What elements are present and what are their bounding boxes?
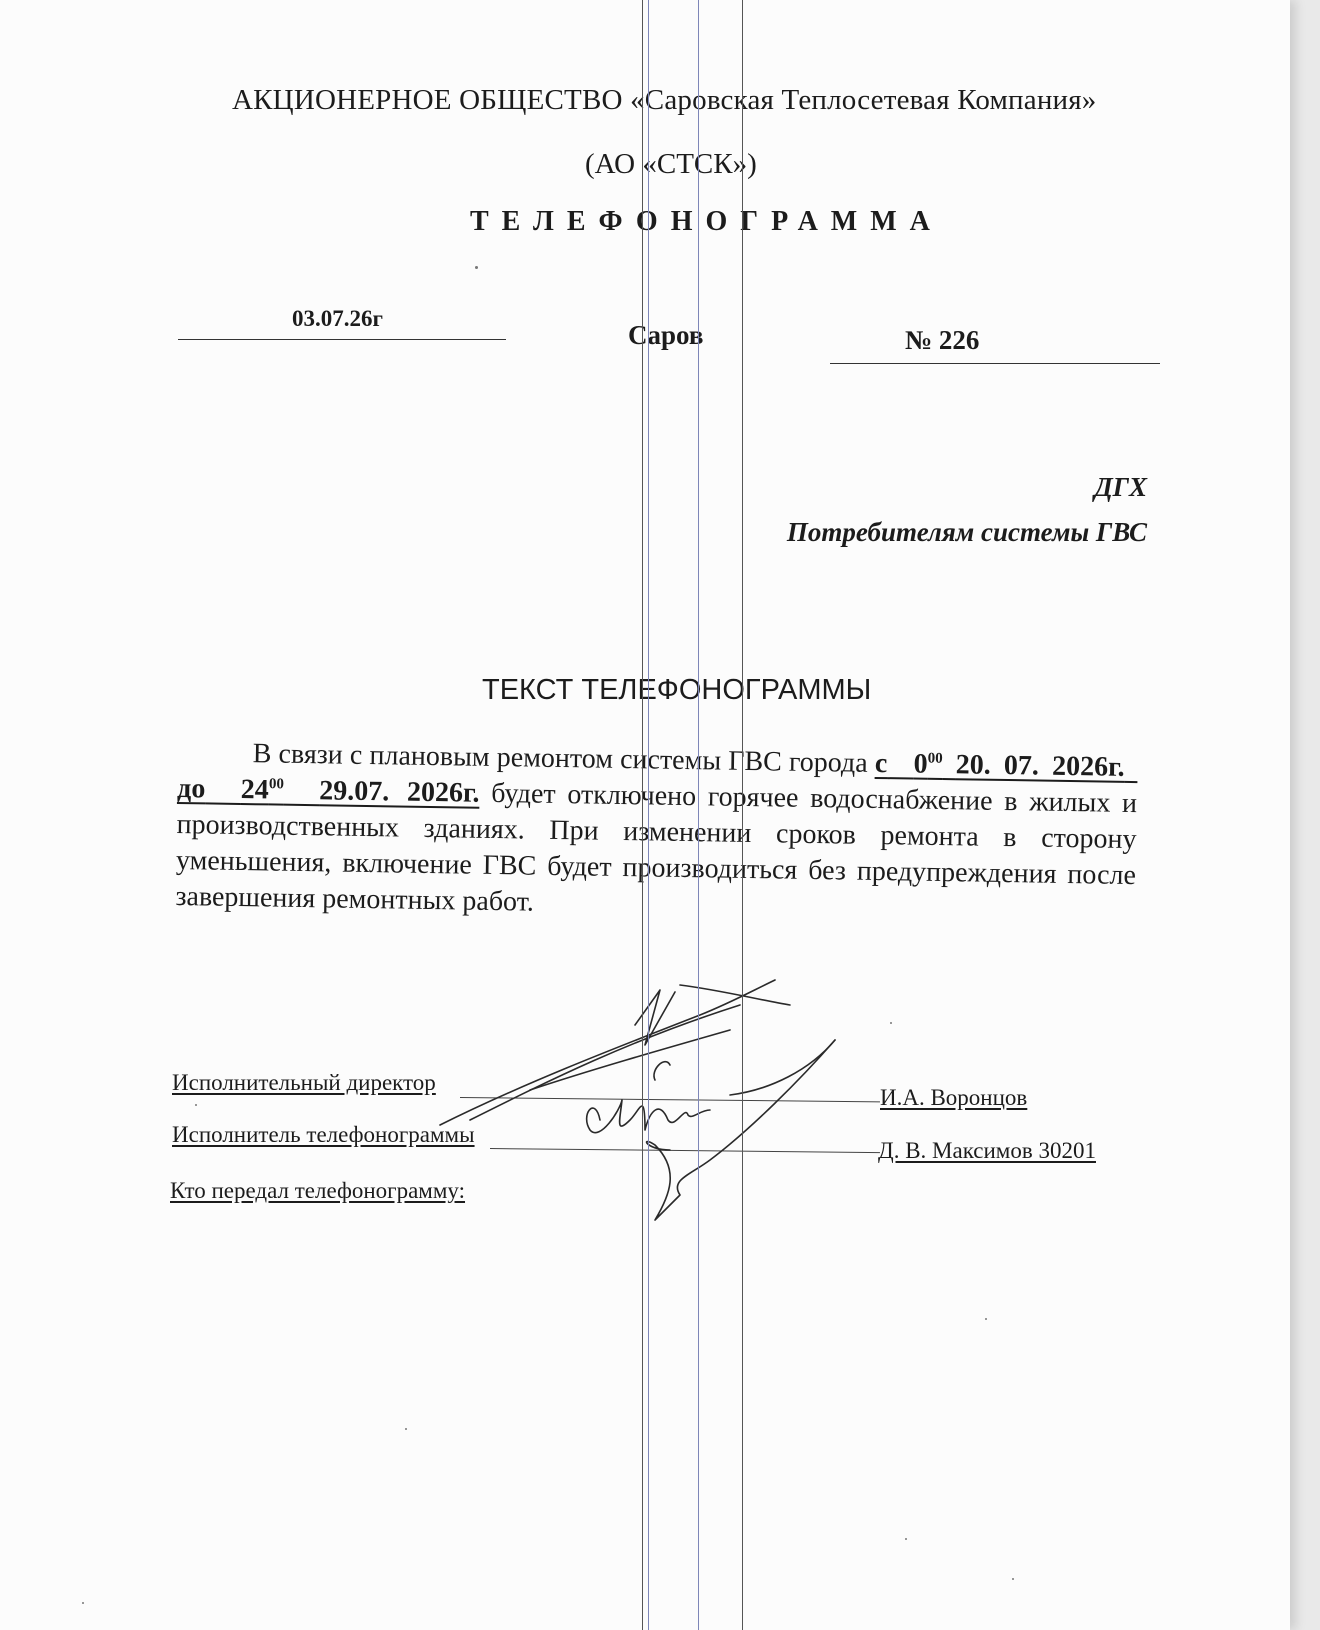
- addressee-consumers: Потребителям системы ГВС: [786, 517, 1147, 547]
- document-date: 03.07.26г: [292, 306, 383, 331]
- executor-name: Д. В. Максимов 30201: [878, 1138, 1096, 1163]
- organization-name: АКЦИОНЕРНОЕ ОБЩЕСТВО «Саровская Теплосетевая Компания»: [232, 84, 1097, 116]
- document-city: Саров: [628, 320, 704, 350]
- number-underline: [830, 363, 1160, 364]
- body-text: [175, 735, 1138, 930]
- body-rest: будет отключено горячее водоснабжение в жилых и производственных зданиях. При изменении сроков ремонта в сторону уменьшения, включение ГВС будет производиться без предупреждения после завершения ремонтных работ.: [175, 777, 1138, 918]
- speck: [475, 266, 478, 269]
- speck: [1012, 1578, 1014, 1580]
- speck: [195, 1104, 197, 1106]
- handwritten-signature: [430, 970, 880, 1250]
- director-name: И.А. Воронцов: [880, 1085, 1028, 1110]
- speck: [405, 1428, 407, 1430]
- sender-role: Кто передал телефонограмму:: [170, 1178, 466, 1203]
- speck: [905, 1538, 907, 1540]
- organization-short-name: (АО «СТСК»): [585, 148, 757, 180]
- date-underline: [178, 339, 506, 340]
- document-number: № 226: [905, 325, 980, 355]
- speck: [82, 1602, 84, 1604]
- addressee-dgh: ДГХ: [1094, 472, 1147, 502]
- executor-role: Исполнитель телефонограммы: [172, 1122, 475, 1147]
- text-heading: ТЕКСТ ТЕЛЕФОНОГРАММЫ: [482, 674, 872, 706]
- repair-period: с $0^{00}$ 20. 07. 2026г. до $24^{00}$ 29.07. 2026г.: [176, 747, 1125, 809]
- scan-seam-line: [742, 0, 743, 1630]
- scan-seam-line: [642, 0, 643, 1630]
- body-intro: В связи с плановым ремонтом системы ГВС города: [252, 738, 868, 779]
- scan-seam-line: [698, 0, 699, 1630]
- speck: [985, 1318, 987, 1320]
- director-role: Исполнительный директор: [172, 1070, 436, 1095]
- scan-seam-line: [648, 0, 649, 1630]
- speck: [890, 1022, 892, 1024]
- document-type-title: ТЕЛЕФОНОГРАММА: [470, 206, 943, 237]
